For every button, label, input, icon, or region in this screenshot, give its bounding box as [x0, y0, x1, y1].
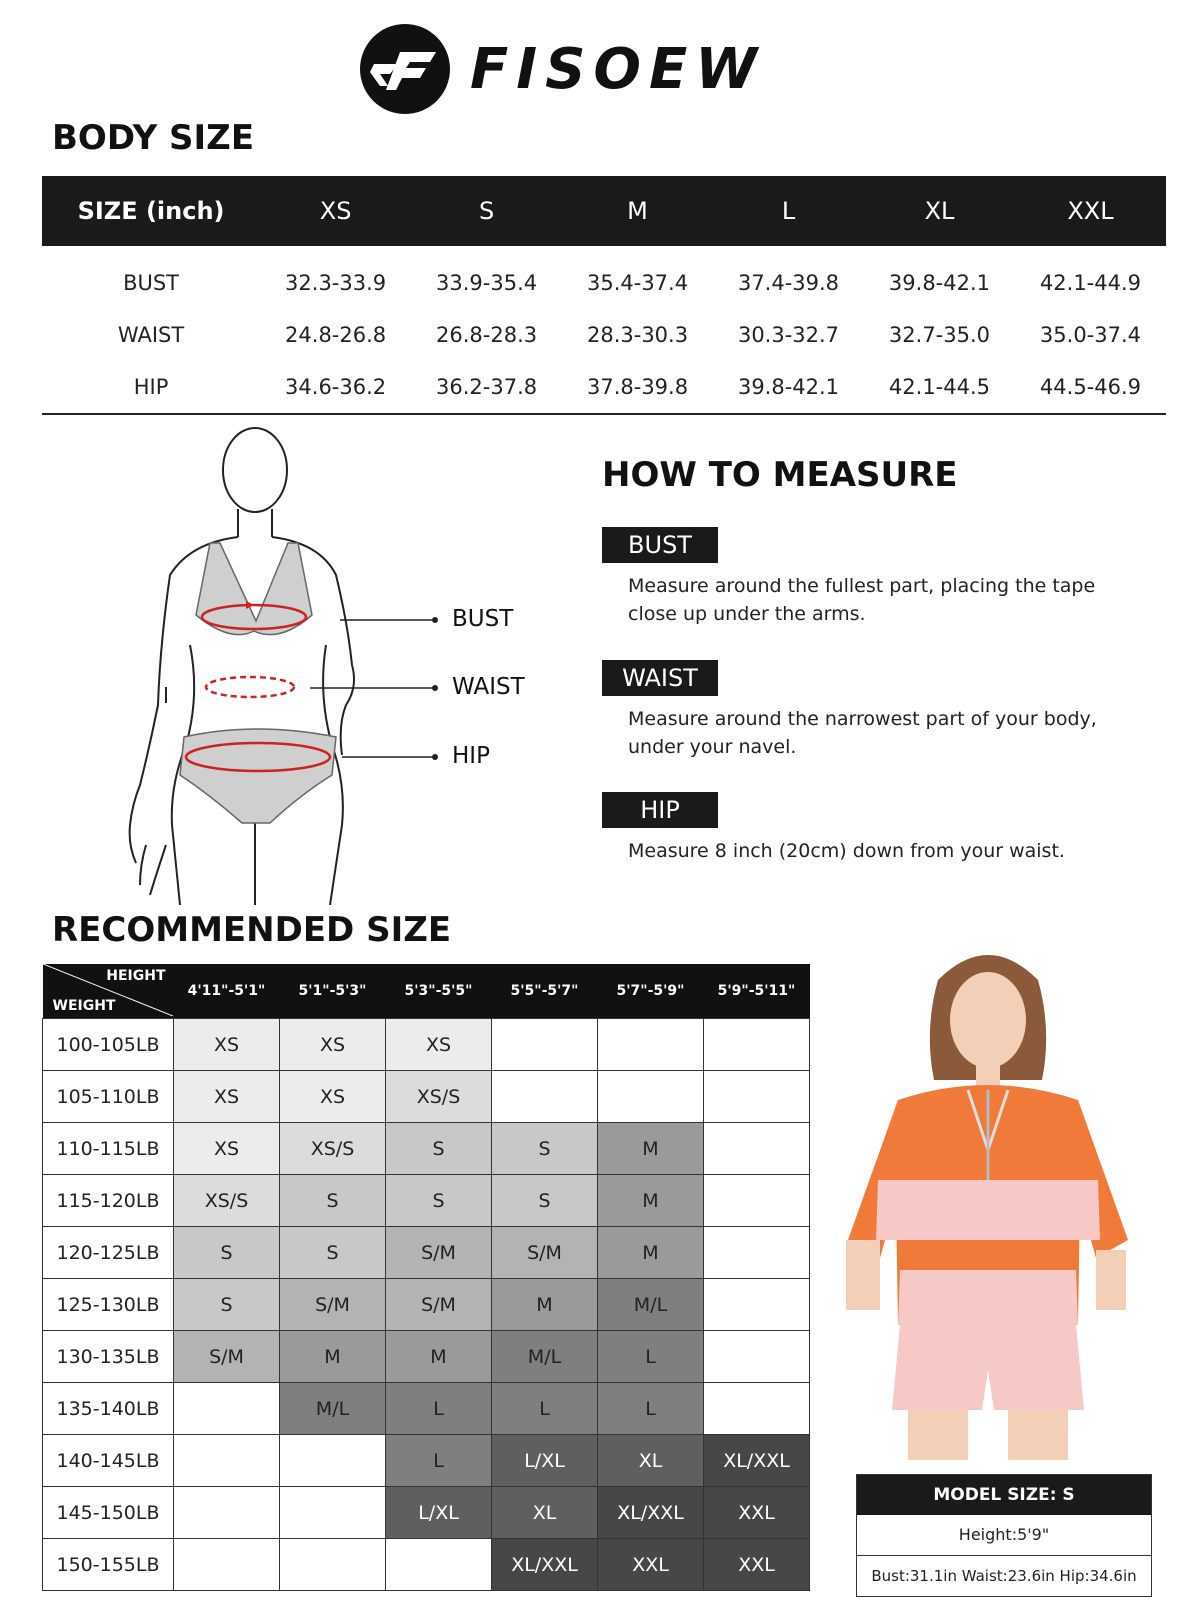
table-row: [43, 1383, 810, 1435]
recommended-size-body: [43, 1019, 810, 1591]
size-cell: [492, 1019, 598, 1071]
table-cell: 39.8-42.1: [737, 375, 840, 399]
size-cell: M: [386, 1331, 492, 1383]
height-header: 5'3"-5'5": [386, 964, 492, 1019]
size-cell: [704, 1383, 810, 1435]
size-cell: XS/S: [386, 1071, 492, 1123]
weight-label: 130-135LB: [43, 1331, 174, 1383]
size-cell: S: [280, 1175, 386, 1227]
table-cell: 36.2-37.8: [436, 375, 538, 399]
figure-label-hip: HIP: [452, 743, 490, 769]
size-cell: S: [386, 1123, 492, 1175]
height-header: 5'1"-5'3": [280, 964, 386, 1019]
figure-label-waist: WAIST: [452, 674, 525, 700]
size-cell: [280, 1487, 386, 1539]
size-cell: M: [492, 1279, 598, 1331]
model-size-title: MODEL SIZE: S: [857, 1475, 1151, 1515]
size-cell: XS/S: [280, 1123, 386, 1175]
table-cell: 26.8-28.3: [436, 323, 538, 347]
size-cell: [704, 1175, 810, 1227]
table-row: [42, 309, 1166, 361]
size-cell: [704, 1071, 810, 1123]
size-cell: M: [598, 1227, 704, 1279]
height-header: 4'11"-5'1": [174, 964, 280, 1019]
size-cell: M/L: [492, 1331, 598, 1383]
measure-desc-bust: [628, 572, 1188, 628]
size-cell: XL/XXL: [492, 1539, 598, 1591]
weight-label: 105-110LB: [43, 1071, 174, 1123]
measure-tag-hip: HIP: [602, 792, 718, 828]
body-size-table: [42, 176, 1166, 422]
brand-logo-icon: [360, 24, 450, 114]
model-height: Height:5'9": [857, 1515, 1151, 1556]
table-cell: 30.3-32.7: [737, 323, 840, 347]
table-cell: 33.9-35.4: [436, 271, 538, 295]
row-label: WAIST: [117, 323, 185, 347]
size-header-xxl: XXL: [1015, 176, 1166, 246]
table-row: [43, 1123, 810, 1175]
size-cell: [174, 1539, 280, 1591]
size-cell: M: [280, 1331, 386, 1383]
size-cell: XL/XXL: [598, 1487, 704, 1539]
table-cell: 34.6-36.2: [285, 375, 387, 399]
table-cell: 44.5-46.9: [1039, 375, 1142, 399]
desc-line: Measure around the narrowest part of your body,: [628, 708, 1097, 730]
table-row: [43, 1487, 810, 1539]
desc-line: close up under the arms.: [628, 603, 866, 625]
desc-line: Measure 8 inch (20cm) down from your waist.: [628, 840, 1065, 862]
size-cell: [386, 1539, 492, 1591]
table-corner-cell: [43, 964, 174, 1019]
size-cell: M/L: [280, 1383, 386, 1435]
weight-label: 120-125LB: [43, 1227, 174, 1279]
table-cell: 35.0-37.4: [1039, 323, 1142, 347]
size-cell: S: [280, 1227, 386, 1279]
corner-weight-label: WEIGHT: [52, 998, 116, 1014]
row-label: HIP: [133, 375, 169, 399]
body-size-title: BODY SIZE: [52, 118, 255, 158]
size-cell: XXL: [704, 1487, 810, 1539]
size-cell: S: [492, 1123, 598, 1175]
height-header: 5'5"-5'7": [492, 964, 598, 1019]
weight-label: 100-105LB: [43, 1019, 174, 1071]
size-header-s: S: [411, 176, 562, 246]
size-cell: [598, 1071, 704, 1123]
desc-line: Measure around the fullest part, placing the tape: [628, 575, 1096, 597]
size-cell: M/L: [598, 1279, 704, 1331]
size-cell: XS: [280, 1019, 386, 1071]
size-cell: S: [174, 1279, 280, 1331]
size-cell: S/M: [386, 1227, 492, 1279]
table-row: [43, 1071, 810, 1123]
size-cell: S: [174, 1227, 280, 1279]
weight-label: 110-115LB: [43, 1123, 174, 1175]
size-cell: [704, 1019, 810, 1071]
measure-tag-waist: WAIST: [602, 660, 718, 696]
size-cell: [174, 1383, 280, 1435]
size-cell: L: [598, 1331, 704, 1383]
corner-height-label: HEIGHT: [106, 968, 166, 984]
size-cell: XXL: [704, 1539, 810, 1591]
size-cell: XL/XXL: [704, 1435, 810, 1487]
how-to-measure-title: HOW TO MEASURE: [602, 455, 958, 495]
weight-label: 145-150LB: [43, 1487, 174, 1539]
size-cell: XS/S: [174, 1175, 280, 1227]
size-cell: XL: [598, 1435, 704, 1487]
table-cell: 24.8-26.8: [285, 323, 387, 347]
size-cell: S: [492, 1175, 598, 1227]
table-row: [43, 1539, 810, 1591]
size-cell: L: [386, 1435, 492, 1487]
size-cell: XS: [174, 1071, 280, 1123]
size-cell: [492, 1071, 598, 1123]
size-cell: XS: [174, 1019, 280, 1071]
table-row: [43, 1435, 810, 1487]
height-header: 5'7"-5'9": [598, 964, 704, 1019]
table-cell: 42.1-44.9: [1039, 271, 1142, 295]
section-divider: [42, 413, 1166, 415]
size-cell: [598, 1019, 704, 1071]
table-cell: 28.3-30.3: [586, 323, 689, 347]
measure-desc-hip: [628, 837, 1188, 865]
figure-label-bust: BUST: [452, 606, 514, 632]
table-cell: 32.7-35.0: [888, 323, 991, 347]
table-cell: 42.1-44.5: [888, 375, 991, 399]
height-header: 5'9"-5'11": [704, 964, 810, 1019]
recommended-size-table: [42, 964, 810, 1591]
size-cell: M: [598, 1175, 704, 1227]
size-header-xl: XL: [864, 176, 1015, 246]
desc-line: under your navel.: [628, 736, 797, 758]
body-size-header-row: [42, 176, 1166, 246]
size-cell: S/M: [492, 1227, 598, 1279]
size-header-xs: XS: [260, 176, 411, 246]
table-row: [43, 1331, 810, 1383]
table-row: [42, 246, 1166, 309]
size-cell: L/XL: [386, 1487, 492, 1539]
size-cell: S/M: [280, 1279, 386, 1331]
table-row: [43, 1019, 810, 1071]
table-row: [43, 1227, 810, 1279]
size-cell: S: [386, 1175, 492, 1227]
measure-desc-waist: [628, 705, 1188, 761]
table-cell: 32.3-33.9: [285, 271, 387, 295]
table-cell: 37.8-39.8: [586, 375, 689, 399]
body-figure-illustration: [110, 425, 570, 905]
size-cell: [174, 1487, 280, 1539]
model-size-box: [856, 1474, 1152, 1597]
weight-label: 115-120LB: [43, 1175, 174, 1227]
weight-label: 150-155LB: [43, 1539, 174, 1591]
size-cell: XS: [386, 1019, 492, 1071]
size-cell: L: [598, 1383, 704, 1435]
size-cell: S/M: [174, 1331, 280, 1383]
size-cell: [704, 1279, 810, 1331]
size-cell: XXL: [598, 1539, 704, 1591]
size-cell: [174, 1435, 280, 1487]
row-label: BUST: [123, 271, 180, 295]
size-cell: [704, 1123, 810, 1175]
brand-name: FISOEW: [470, 37, 766, 102]
weight-label: 140-145LB: [43, 1435, 174, 1487]
size-header-l: L: [713, 176, 864, 246]
measure-tag-bust: BUST: [602, 527, 718, 563]
height-header-row: [43, 964, 810, 1019]
size-cell: [280, 1539, 386, 1591]
table-cell: 39.8-42.1: [888, 271, 991, 295]
weight-label: 125-130LB: [43, 1279, 174, 1331]
table-cell: 35.4-37.4: [586, 271, 689, 295]
weight-label: 135-140LB: [43, 1383, 174, 1435]
table-cell: 37.4-39.8: [737, 271, 840, 295]
model-photo: [838, 940, 1138, 1460]
size-cell: XS: [280, 1071, 386, 1123]
size-cell: [704, 1331, 810, 1383]
model-measurements: Bust:31.1in Waist:23.6in Hip:34.6in: [871, 1567, 1137, 1585]
size-cell: L: [386, 1383, 492, 1435]
size-header-m: M: [562, 176, 713, 246]
size-cell: XS: [174, 1123, 280, 1175]
size-header-label: SIZE (inch): [42, 176, 260, 246]
size-cell: [280, 1435, 386, 1487]
size-cell: L: [492, 1383, 598, 1435]
table-row: [43, 1279, 810, 1331]
size-cell: S/M: [386, 1279, 492, 1331]
size-cell: L/XL: [492, 1435, 598, 1487]
recommended-size-title: RECOMMENDED SIZE: [52, 910, 452, 950]
table-row: [43, 1175, 810, 1227]
size-cell: [704, 1227, 810, 1279]
size-cell: M: [598, 1123, 704, 1175]
size-cell: XL: [492, 1487, 598, 1539]
